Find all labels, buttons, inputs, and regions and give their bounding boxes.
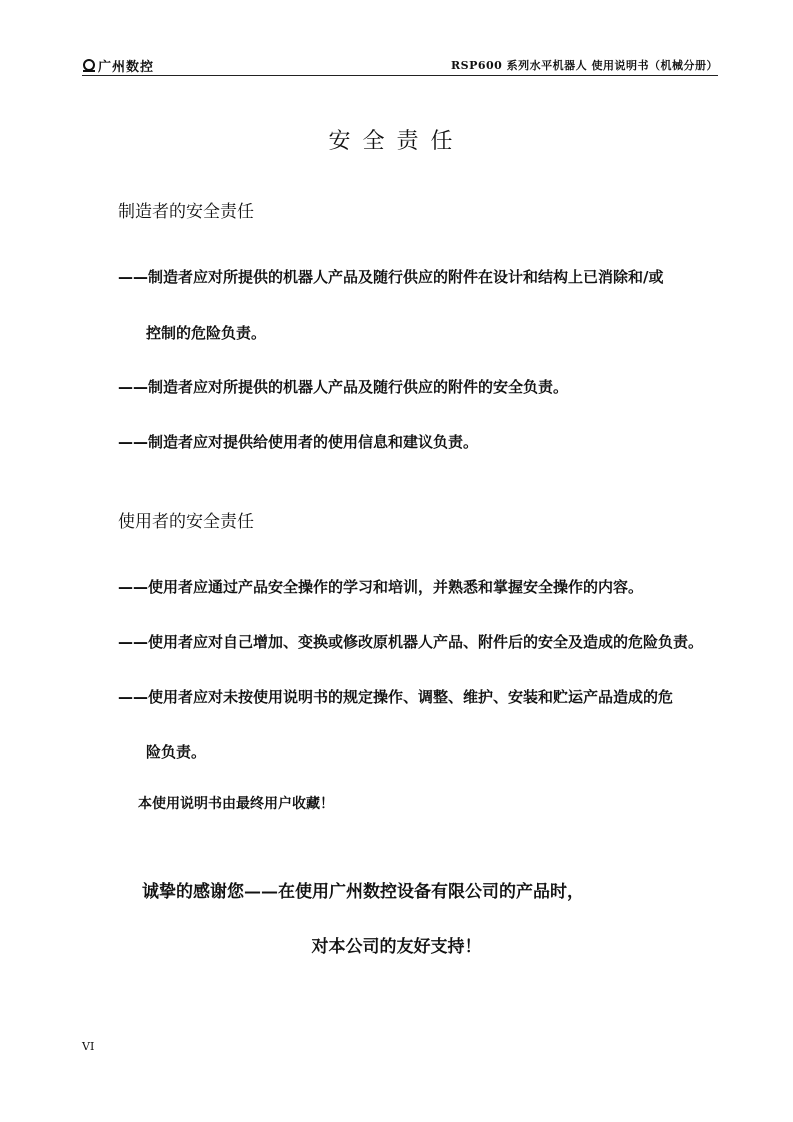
thanks-line-1: 诚挚的感谢您——在使用广州数控设备有限公司的产品时， [142, 882, 584, 902]
manufacturer-item-1: ——制造者应对所提供的机器人产品及随行供应的附件在设计和结构上已消除和/或 [118, 268, 664, 286]
manufacturer-item-2: ——制造者应对所提供的机器人产品及随行供应的附件的安全负责。 [118, 378, 569, 396]
page-number: VI [82, 1040, 95, 1053]
company-logo [82, 56, 154, 75]
user-item-2: ——使用者应对自己增加、变换或修改原机器人产品、附件后的安全及造成的危险负责。 [118, 633, 704, 651]
header-title: RSP600 系列水平机器人 使用说明书（机械分册） [451, 59, 718, 72]
manufacturer-item-3: ——制造者应对提供给使用者的使用信息和建议负责。 [118, 433, 479, 451]
user-item-3-cont: 险负责。 [146, 743, 207, 761]
manufacturer-heading: 制造者的安全责任 [118, 202, 254, 222]
thanks-line-2: 对本公司的友好支持！ [311, 937, 482, 957]
header-divider [82, 75, 718, 76]
page-title: 安全责任 [328, 129, 465, 154]
logo-text: 广州数控 [98, 60, 155, 75]
manufacturer-item-1-cont: 控制的危险负责。 [146, 324, 267, 342]
user-heading: 使用者的安全责任 [118, 512, 254, 532]
user-item-3: ——使用者应对未按使用说明书的规定操作、调整、维护、安装和贮运产品造成的危 [118, 688, 674, 706]
storage-note: 本使用说明书由最终用户收藏！ [138, 796, 334, 812]
user-item-1: ——使用者应通过产品安全操作的学习和培训，并熟悉和掌握安全操作的内容。 [118, 578, 644, 596]
page-header [82, 54, 718, 76]
gsk-logo-icon [82, 59, 96, 73]
